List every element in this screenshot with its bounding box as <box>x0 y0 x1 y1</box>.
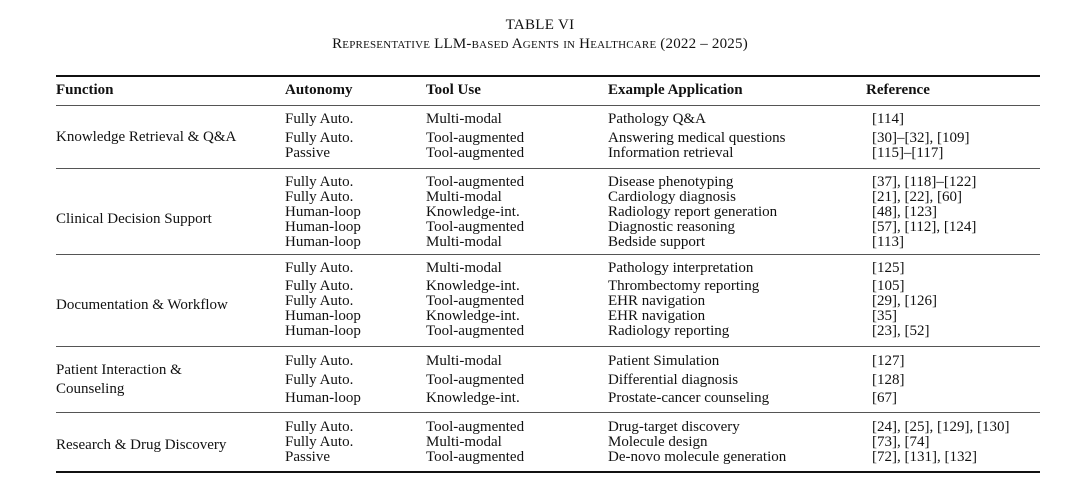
cell-tool-use: Knowledge-int. <box>426 390 520 406</box>
cell-tool-use: Tool-augmented <box>426 323 525 339</box>
cell-application: Cardiology diagnosis <box>608 189 736 205</box>
cell-application: Diagnostic reasoning <box>608 219 736 235</box>
cell-application: Prostate-cancer counseling <box>608 390 770 406</box>
group-divider <box>56 412 1040 413</box>
cell-tool-use: Tool-augmented <box>426 130 525 146</box>
cell-reference: [115]–[117] <box>872 145 944 161</box>
cell-reference: [127] <box>872 353 905 369</box>
cell-tool-use: Tool-augmented <box>426 145 525 161</box>
cell-reference: [37], [118]–[122] <box>872 174 977 190</box>
cell-tool-use: Multi-modal <box>426 111 502 127</box>
cell-application: Answering medical questions <box>608 130 786 146</box>
cell-reference: [24], [25], [129], [130] <box>872 419 1010 435</box>
cell-application: Patient Simulation <box>608 353 720 369</box>
bottom-rule <box>56 471 1040 473</box>
cell-reference: [30]–[32], [109] <box>872 130 970 146</box>
cell-application: Drug-target discovery <box>608 419 740 435</box>
group-function: Documentation & Workflow <box>56 297 228 313</box>
table-number: TABLE VI <box>505 17 575 33</box>
cell-application: Molecule design <box>608 434 708 450</box>
cell-tool-use: Tool-augmented <box>426 372 525 388</box>
cell-application: Differential diagnosis <box>608 372 739 388</box>
cell-tool-use: Tool-augmented <box>426 219 525 235</box>
top-rule <box>56 75 1040 77</box>
header-reference: Reference <box>866 82 930 98</box>
cell-reference: [29], [126] <box>872 293 937 309</box>
cell-application: Thrombectomy reporting <box>608 278 760 294</box>
cell-reference: [125] <box>872 260 905 276</box>
cell-autonomy: Passive <box>285 449 330 465</box>
cell-application: EHR navigation <box>608 308 706 324</box>
cell-tool-use: Knowledge-int. <box>426 204 520 220</box>
cell-autonomy: Fully Auto. <box>285 278 354 294</box>
group-divider <box>56 346 1040 347</box>
cell-reference: [113] <box>872 234 904 250</box>
cell-autonomy: Human-loop <box>285 323 361 339</box>
cell-application: Information retrieval <box>608 145 734 161</box>
cell-autonomy: Fully Auto. <box>285 111 354 127</box>
cell-tool-use: Multi-modal <box>426 260 502 276</box>
cell-tool-use: Tool-augmented <box>426 419 525 435</box>
header-function: Function <box>56 82 114 98</box>
cell-tool-use: Multi-modal <box>426 434 502 450</box>
cell-application: Radiology reporting <box>608 323 730 339</box>
cell-autonomy: Fully Auto. <box>285 372 354 388</box>
cell-autonomy: Fully Auto. <box>285 293 354 309</box>
cell-application: De-novo molecule generation <box>608 449 787 465</box>
cell-autonomy: Fully Auto. <box>285 419 354 435</box>
cell-tool-use: Tool-augmented <box>426 449 525 465</box>
cell-application: Pathology interpretation <box>608 260 754 276</box>
cell-reference: [21], [22], [60] <box>872 189 962 205</box>
cell-tool-use: Tool-augmented <box>426 293 525 309</box>
cell-autonomy: Fully Auto. <box>285 130 354 146</box>
cell-reference: [128] <box>872 372 905 388</box>
cell-reference: [105] <box>872 278 905 294</box>
cell-tool-use: Knowledge-int. <box>426 308 520 324</box>
group-function: Research & Drug Discovery <box>56 437 227 453</box>
cell-application: Disease phenotyping <box>608 174 734 190</box>
cell-reference: [23], [52] <box>872 323 930 339</box>
cell-autonomy: Fully Auto. <box>285 260 354 276</box>
cell-reference: [48], [123] <box>872 204 937 220</box>
cell-reference: [57], [112], [124] <box>872 219 977 235</box>
header-example-application: Example Application <box>608 82 743 98</box>
cell-application: Bedside support <box>608 234 706 250</box>
cell-autonomy: Human-loop <box>285 204 361 220</box>
group-divider <box>56 168 1040 169</box>
cell-tool-use: Multi-modal <box>426 189 502 205</box>
cell-reference: [114] <box>872 111 904 127</box>
cell-autonomy: Fully Auto. <box>285 174 354 190</box>
cell-autonomy: Fully Auto. <box>285 353 354 369</box>
cell-tool-use: Multi-modal <box>426 353 502 369</box>
cell-tool-use: Multi-modal <box>426 234 502 250</box>
group-function: Clinical Decision Support <box>56 211 212 227</box>
cell-reference: [35] <box>872 308 897 324</box>
cell-reference: [73], [74] <box>872 434 930 450</box>
cell-autonomy: Human-loop <box>285 308 361 324</box>
cell-application: Pathology Q&A <box>608 111 706 127</box>
cell-tool-use: Knowledge-int. <box>426 278 520 294</box>
cell-autonomy: Human-loop <box>285 219 361 235</box>
header-rule <box>56 105 1040 106</box>
group-divider <box>56 254 1040 255</box>
cell-autonomy: Human-loop <box>285 390 361 406</box>
cell-autonomy: Passive <box>285 145 330 161</box>
cell-tool-use: Tool-augmented <box>426 174 525 190</box>
header-tool-use: Tool Use <box>426 82 481 98</box>
group-function-line: Counseling <box>56 381 125 397</box>
cell-application: EHR navigation <box>608 293 706 309</box>
table-title: Representative LLM-based Agents in Healthcare (2022 – 2025) <box>332 36 748 52</box>
cell-reference: [67] <box>872 390 897 406</box>
group-function: Knowledge Retrieval & Q&A <box>56 129 237 145</box>
cell-reference: [72], [131], [132] <box>872 449 977 465</box>
cell-autonomy: Fully Auto. <box>285 189 354 205</box>
group-function-line: Patient Interaction & <box>56 362 182 378</box>
cell-autonomy: Human-loop <box>285 234 361 250</box>
header-autonomy: Autonomy <box>285 82 353 98</box>
cell-application: Radiology report generation <box>608 204 778 220</box>
cell-autonomy: Fully Auto. <box>285 434 354 450</box>
